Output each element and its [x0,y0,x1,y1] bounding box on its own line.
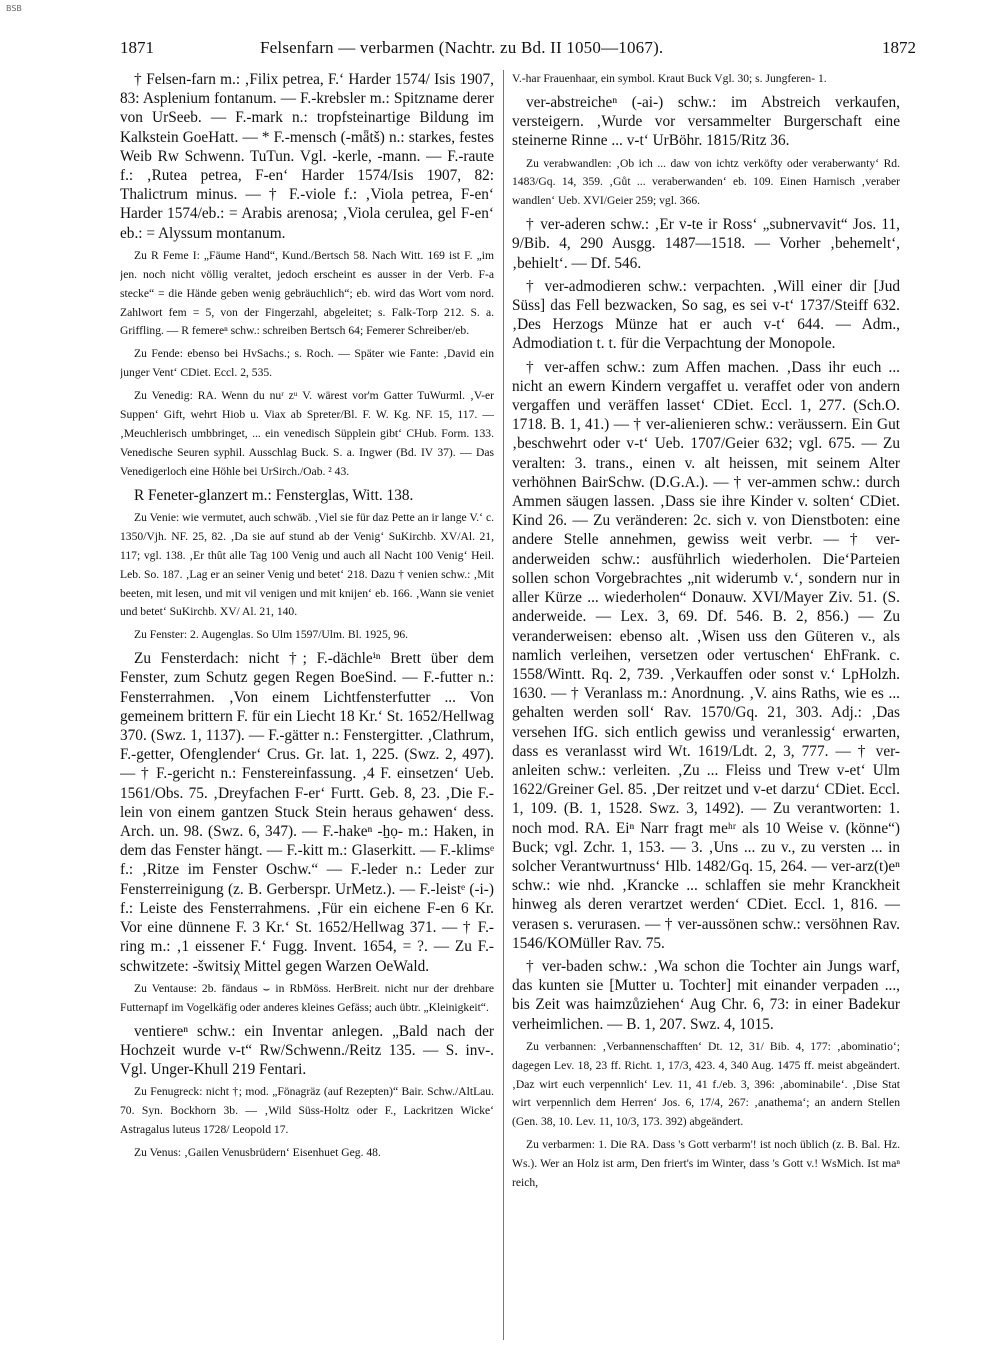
page-number-right: 1872 [882,38,916,57]
page-number-left: 1871 [120,38,154,57]
dictionary-entry: Zu Fende: ebenso bei HvSachs.; s. Roch. — Später wie Fante: ‚David ein junger Vent‘ CDiet. Eccl. 2, 535. [120,347,494,380]
dictionary-entry: Zu Venie: wie vermutet, auch schwäb. ‚Viel sie für daz Pette an ir lange V.‘ c. 1350/Vjh. NF. 25, 82. ‚Da sie auf stund ab der Venig‘ SuKirchb. XV/Al. 21, 117; vgl. 138. ‚Er thût alle Tag 100 Venig und auch all Nacht 100 Venig‘ Heil. Leb. So. 187. ‚Lag er an seiner Venig und betet‘ 218. Dazu † venien schw.: ‚Mit beeten, mit lesen, und mit vil venigen und mit knijen‘ eb. 166. ‚Wann sie veniet und betet‘ SuKirchb. XV/ Al. 21, 140. [120,510,494,619]
dictionary-entry: Zu verbannen: ‚Verbannenschafften‘ Dt. 12, 31/ Bib. 4, 177: ‚abominatio‘; dagegen Lev. 18, 23 ff. Richt. 1, 17/3, 423. 4, 340 Aug. 1475 ff. meist abgeändert. ‚Daz wirt euch verpennlich‘ Lev. 11, 41 f./eb. 3, 396: ‚abominabile‘. ‚Dise Stat wirt verpennlich dem Herren‘ Jos. 6, 17/4, 267: ‚anathema‘; an andern Stellen (Gen. 38, 10. Lev. 11, 10/3, 173. 392) abgeändert. [512,1039,900,1129]
dictionary-entry: Zu R Feme I: „Fäume Hand“, Kund./Bertsch 58. Nach Witt. 169 ist F. „im jen. noch nicht völlig veraltet, jedoch erscheint es ausser in der Verb. F-a stecke“ = die Hände geben wenig gebräuchlich“; eb. wird das Wort vom nord. Zahlwort fem = 5, von der Fingerzahl, abgeleitet; s. Falk-Torp 212. S. a. Griffling. — R femereⁿ schw.: schreiben Bertsch 64; Femerer Schreiber/eb. [120,248,494,338]
dictionary-entry: Zu Venus: ‚Gailen Venusbrüdern‘ Eisenhuet Geg. 48. [134,1145,381,1159]
right-column [512,70,900,1357]
left-column [120,70,494,1357]
library-stamp: BSB [6,4,22,13]
dictionary-entry: Zu verbarmen: 1. Die RA. Dass 's Gott verbarm'! ist noch üblich (z. B. Bal. Hz. Ws.). Wer an Holz ist arm, Den friert's im Winter, dass 's Gott v.! WsMich. Ist maⁿ reich, [512,1138,900,1190]
dictionary-entry: ver-abstreicheⁿ (-ai-) schw.: im Abstreich verkaufen, versteigern. ‚Wurde vor versammelter Burgerschaft eine steinerne Rinne ... v-t‘ UrBöhr. 1815/Ritz 36. [512,93,900,150]
dictionary-entry: † ver-admodieren schw.: verpachten. ‚Will einer dir [Jud Süss] das Fell bezwacken, So sag, es sei v-t‘ 1737/Steiff 632. ‚Des Herzogs Münze hat er auch v-t‘ 644. — Adm., Admodiation t. t. für die Verpachtung der Monopole. [512,277,900,353]
dictionary-entry: Zu Venedig: RA. Wenn du nuʳ zᵘ V. wärest vor'm Gatter TuWurml. ‚V-er Suppen‘ Gift, wehrt Hiob u. Viax ab Spreter/Bl. F. W. Kg. NF. 15, 117. — ‚Meuchlerisch umbbringet, ... ein venedisch Süpplein gibt‘ CHub. Form. 133. Venedische Seuren syphil. Ausschlag Buck. S. a. Ingwer (Bd. IV 37). — Das Venedigerloch eine Höhle bei UrSirch./Oab. ² 43. [120,389,494,478]
dictionary-entry: Zu verabwandlen: ‚Ob ich ... daw von ichtz verköfty oder veraberwanty‘ Rd. 1483/Gq. 14, 359. ‚Gůt ... veraberwanden‘ eb. 109. Einen Harnisch ‚veraber wandlen‘ Ueb. XVI/Geier 259; vgl. 366. [512,156,900,208]
dictionary-entry: ventiereⁿ schw.: ein Inventar anlegen. „Bald nach der Hochzeit wurde v-t“ Rw/Schwenn./Reitz 135. — S. inv-. Vgl. Unger-Khull 219 Fentari. [120,1022,494,1078]
dictionary-entry: † ver-affen schw.: zum Affen machen. ‚Dass ihr euch ... nicht an ewern Kindern vergaffet u. veraffet oder von andern vergaffen und veräffen lasset‘ CDiet. Eccl. 1, 277. (Sch.O. 1718. B. 1, 41.) — † ver-alienieren schw.: veräussern. Ein Gut ‚beschwehrt oder v-t‘ Ueb. 1707/Geier 632; vgl. 675. — Zu veralten: 3. trans., einen v. alt heissen, mit seinem Alter verhöhnen BairSchw. (D.G.A.). — † ver-ammen schw.: durch Ammen säugen lassen. ‚Dass sie ihre Kinder v. solten‘ CDiet. Kind 26. — Zu veränderen: 2c. sich v. von Dienstboten: eine andere Stelle annehmen, gewiss weit verbr. — † ver-anderweiden schw.: ausführlich wiederholen. Die‘Parteien sollen schon Vorgebrachtes „nit widerumb v.‘, sondern nur in aller Kürze ... wiederholen“ Donauw. XVI/Mayer Ziv. 51. (S. anderweide. — Lex. 3, 69. Df. 546. B. 2, 856.) — Zu veranderweisen: ebenso alt. ‚Wisen uss den Güteren v., als namlich verleihen, versetzen oder vertuschen‘ EhFrank. c. 1558/Wintt. Rq. 2, 739. ‚Verkauffen oder sonst v.‘ LpHolzh. 1630. — † Veranlass m.: Anordnung. ‚V. ains Raths, wie es ... gehalten werden soll‘ Rav. 1570/Gq. 21, 303. Adj.: ‚Das versehen IfG. sich entlich gewiss und veranlessig‘ erwarten, dass es veranlasst wird Wt. 1619/Ldt. 2, 3, 777. — † ver-anleiten schw.: verleiten. ‚Zu ... Fleiss und Trew v-et‘ Ulm 1622/Greiner Gel. 85. ‚Der reitzet und v-et darzu‘ CDiet. Eccl. 1, 109. (B. 1, 1528. Swz. 3, 1492). — Zu verantworten: 1. noch mod. RA. Eiⁿ Narr fragt meʰʳ als 10 Weise v. (könne“) Buck; vgl. Zchr. 1, 153. — 3. ‚Uns ... zu v., zu versten ... in solcher Verantwurtnuss‘ Hlb. 1482/Gq. 15, 264. — ver-arz(t)eⁿ schw.: wie nhd. ‚Krancke ... schlaffen sie mehr Kranckheit hinweg als deren verartzet werden‘ CDiet. Eccl. 1, 816. — verasen s. verurasen. — † ver-aussönen schw.: versöhnen Rav. 1546/KOMüller Rav. 75. [512,358,900,952]
dictionary-entry: Zu Fensterdach: nicht †; F.-dächleⁱⁿ Brett über dem Fenster, zum Schutz gegen Regen BoeSind. — F.-futter n.: Fensterrahmen. ‚Von einem Lichtfensterfutter ... Von gemeinem brittern F. für ein Liecht 18 Kr.‘ St. 1652/Hellwag 370. (Swz. 1, 1137). — F.-gätter n.: Fenstergitter. ‚Clathrum, F.-getter, Ofenglender‘ Crus. Gr. lat. 1, 225. (Swz. 2, 497). — † F.-gericht n.: Fenstereinfassung. ‚4 F. einsetzen‘ Ueb. 1561/Obs. 75. ‚Dreyfachen F-er‘ Furtt. Geb. 8, 23. ‚Die F.-lein von einem gantzen Stuck Stein heraus gehawen‘ dess. Arch. un. 98. (Swz. 6, 347). — F.-hakeⁿ -ẖọ- m.: Haken, in dem das Fenster hängt. — F.-kitt m.: Glaserkitt. — F.-klimsᵉ f.: ‚Ritze im Fenster Oschw.“ — F.-leder n.: Leder zur Fensterreinigung (z. B. Gerberspr. UrMetz.). — F.-leistᵉ (-i-) f.: Leiste des Fensterrahmens. ‚Für ein eichene F-en 6 Kr. Vor eine dünnene F. 3 Kr.‘ St. 1652/Hellwag 371. — † F.-ring m.: ‚1 eissener F.‘ Fugg. Invent. 1654, = ?. — Zu F.-schwitzete: -šwitsiχ Mittel gegen Warzen OeWald. [120,650,494,975]
page-title: Felsenfarn — verbarmen (Nachtr. zu Bd. II 1050—1067). [260,38,664,57]
dictionary-entry: † ver-aderen schw.: ‚Er v-te ir Ross‘ „subnervavit“ Jos. 11, 9/Bib. 4, 290 Ausgg. 1487—1518. — Vorher ‚behemelt‘, ‚behielt‘. — Df. 546. [512,216,900,272]
dictionary-entry: † ver-baden schw.: ‚Wa schon die Tochter ain Jungs warf, das kunten sie [Mutter u. Tochter] mit einander verpaden ..., bis Zeit was haimzůziehen‘ Aug Chr. 6, 73: in einer Badekur verheimlichen. — B. 1, 207. Swz. 4, 1015. [512,957,900,1033]
dictionary-entry: V.-har Frauenhaar, ein symbol. Kraut Buck Vgl. 30; s. Jungferen- 1. [512,72,827,85]
column-divider [503,70,504,1340]
dictionary-entry: † Felsen-farn m.: ‚Filix petrea, F.‘ Harder 1574/ Isis 1907, 83: Asplenium fontanum. — F.-krebsler m.: Spitzname derer von UrSeeb. — F.-mark n.: tropfsteinartige Bildung im Kalkstein GoeHatt. — * F.-mensch (-mǟtš) n.: starkes, festes Weib Rw Schwenn. TuTun. Vgl. -kerle, -mann. — F.-raute f.: ‚Rutea petrea, F-en‘ Harder 1574/Isis 1907, 82: Thalictrum minus. — † F.-viole f.: ‚Viola petrea, F-en‘ Harder 1574/eb.: = Arabis arenosa; ‚Viola cerulea, gel F-en‘ eb.: = Alyssum montanum. [120,71,494,242]
dictionary-entry: Zu Ventause: 2b. fändaus ⌣ in RbMöss. HerBreit. nicht nur der drehbare Futternapf im Vogelkäfig oder anderes kleines Gefäss; auch übtr. „Kleinigkeit“. [120,981,494,1014]
dictionary-entry: R Feneter-glanzert m.: Fensterglas, Witt. 138. [134,486,414,504]
page-header [120,38,916,64]
dictionary-entry: Zu Fenugreck: nicht †; mod. „Fönagräz (auf Rezepten)“ Bair. Schw./AltLau. 70. Syn. Bockhorn 3b. — ‚Wild Süss-Holtz oder F., Lackritzen Wicke‘ Astragalus luteus 1728/ Leopold 17. [120,1085,494,1136]
dictionary-entry: Zu Fenster: 2. Augenglas. So Ulm 1597/Ulm. Bl. 1925, 96. [134,628,409,642]
